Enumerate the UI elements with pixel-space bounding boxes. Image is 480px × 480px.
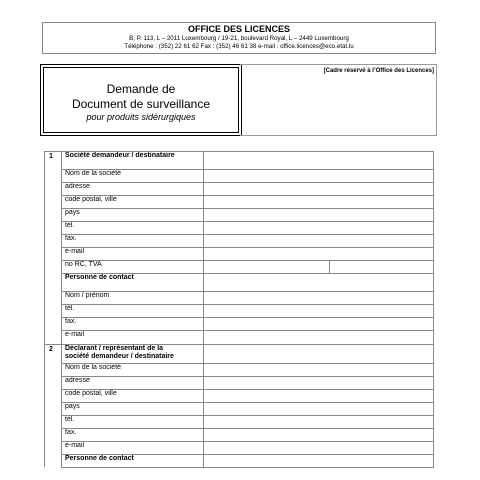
application-form-table bbox=[44, 151, 434, 468]
section-1-heading-value[interactable] bbox=[204, 152, 434, 170]
field-label-contact-phone: tél. bbox=[62, 305, 204, 318]
section-2-heading-line2: société demandeur / destinataire bbox=[65, 352, 174, 360]
field-country[interactable] bbox=[204, 209, 434, 222]
section-2-number: 2 bbox=[45, 344, 62, 363]
form-row bbox=[45, 170, 434, 183]
field-label-phone: tél. bbox=[62, 222, 204, 235]
field-label-declarant-country: pays bbox=[62, 402, 204, 415]
field-company-name[interactable] bbox=[204, 170, 434, 183]
section-1-heading: Société demandeur / destinataire bbox=[62, 152, 204, 170]
form-row bbox=[45, 402, 434, 415]
form-title-line2: Document de surveillance bbox=[71, 97, 211, 111]
field-label-rc-tva: no RC, TVA bbox=[62, 261, 204, 274]
field-contact-name[interactable] bbox=[204, 292, 434, 305]
section-1-contact-heading: Personne de contact bbox=[62, 274, 204, 292]
field-rc-tva[interactable] bbox=[204, 261, 434, 274]
office-address: B. P. 113, L – 2011 Luxembourg / 19-21, boulevard Royal, L – 2449 Luxembourg bbox=[129, 35, 349, 42]
form-subtitle: pour produits sidérurgiques bbox=[86, 112, 196, 122]
form-row bbox=[45, 305, 434, 318]
field-declarant-address[interactable] bbox=[204, 376, 434, 389]
form-row bbox=[45, 415, 434, 428]
form-row bbox=[45, 376, 434, 389]
field-label-declarant-fax: fax. bbox=[62, 428, 204, 441]
field-declarant-phone[interactable] bbox=[204, 415, 434, 428]
form-row bbox=[45, 235, 434, 248]
section-2-heading bbox=[62, 344, 204, 363]
form-row bbox=[45, 318, 434, 331]
field-label-declarant-address: adresse bbox=[62, 376, 204, 389]
field-contact-fax[interactable] bbox=[204, 318, 434, 331]
field-label-contact-email: e-mail bbox=[62, 331, 204, 345]
field-label-declarant-postal-city: code postal, ville bbox=[62, 389, 204, 402]
section-2-heading-line1: Déclarant / représentant de la bbox=[65, 344, 164, 352]
section-2-contact-heading: Personne de contact bbox=[62, 454, 204, 467]
field-declarant-fax[interactable] bbox=[204, 428, 434, 441]
field-declarant-company[interactable] bbox=[204, 363, 434, 376]
office-contact: Téléphone : (352) 22 61 62 Fax : (352) 46 61 38 e-mail : office.licences@eco.etat.lu bbox=[124, 43, 354, 50]
field-label-declarant-phone: tél. bbox=[62, 415, 204, 428]
section-1-number: 1 bbox=[45, 152, 62, 170]
field-label-email: e-mail bbox=[62, 248, 204, 261]
contact-heading-row bbox=[45, 274, 434, 292]
form-row bbox=[45, 183, 434, 196]
field-label-declarant-email: e-mail bbox=[62, 441, 204, 454]
form-row bbox=[45, 292, 434, 305]
field-label-address: adresse bbox=[62, 183, 204, 196]
field-declarant-postal-city[interactable] bbox=[204, 389, 434, 402]
field-contact-email[interactable] bbox=[204, 331, 434, 345]
field-address[interactable] bbox=[204, 183, 434, 196]
section-1-header-row bbox=[45, 152, 434, 170]
field-label-company-name: Nom de la société bbox=[62, 170, 204, 183]
form-row bbox=[45, 428, 434, 441]
form-row bbox=[45, 196, 434, 209]
field-label-country: pays bbox=[62, 209, 204, 222]
field-postal-city[interactable] bbox=[204, 196, 434, 209]
contact-heading-row bbox=[45, 454, 434, 467]
form-row bbox=[45, 248, 434, 261]
form-row bbox=[45, 261, 434, 274]
field-label-fax: fax. bbox=[62, 235, 204, 248]
field-label-postal-city: code postal, ville bbox=[62, 196, 204, 209]
office-name: OFFICE DES LICENCES bbox=[187, 24, 290, 34]
field-fax[interactable] bbox=[204, 235, 434, 248]
field-declarant-email[interactable] bbox=[204, 441, 434, 454]
rc-tva-divider bbox=[329, 261, 330, 273]
form-row bbox=[45, 363, 434, 376]
field-label-contact-fax: fax. bbox=[62, 318, 204, 331]
field-label-contact-name: Nom / prénom bbox=[62, 292, 204, 305]
section-2-header-row bbox=[45, 344, 434, 363]
field-declarant-country[interactable] bbox=[204, 402, 434, 415]
contact-heading-value bbox=[204, 274, 434, 292]
reserved-office-box bbox=[240, 64, 437, 136]
field-label-declarant-company: Nom de la société bbox=[62, 363, 204, 376]
contact-heading-value bbox=[204, 454, 434, 467]
form-title-line1: Demande de bbox=[106, 82, 176, 96]
field-phone[interactable] bbox=[204, 222, 434, 235]
form-row bbox=[45, 389, 434, 402]
form-row bbox=[45, 209, 434, 222]
form-row bbox=[45, 441, 434, 454]
reserved-office-label: [Cadre réservé à l’Office des Licences] bbox=[323, 68, 434, 74]
office-header bbox=[42, 22, 436, 54]
form-title-box bbox=[40, 64, 242, 136]
section-2-heading-value[interactable] bbox=[204, 344, 434, 363]
form-row bbox=[45, 331, 434, 345]
field-email[interactable] bbox=[204, 248, 434, 261]
form-row bbox=[45, 222, 434, 235]
form-title-inner bbox=[43, 67, 239, 133]
field-contact-phone[interactable] bbox=[204, 305, 434, 318]
